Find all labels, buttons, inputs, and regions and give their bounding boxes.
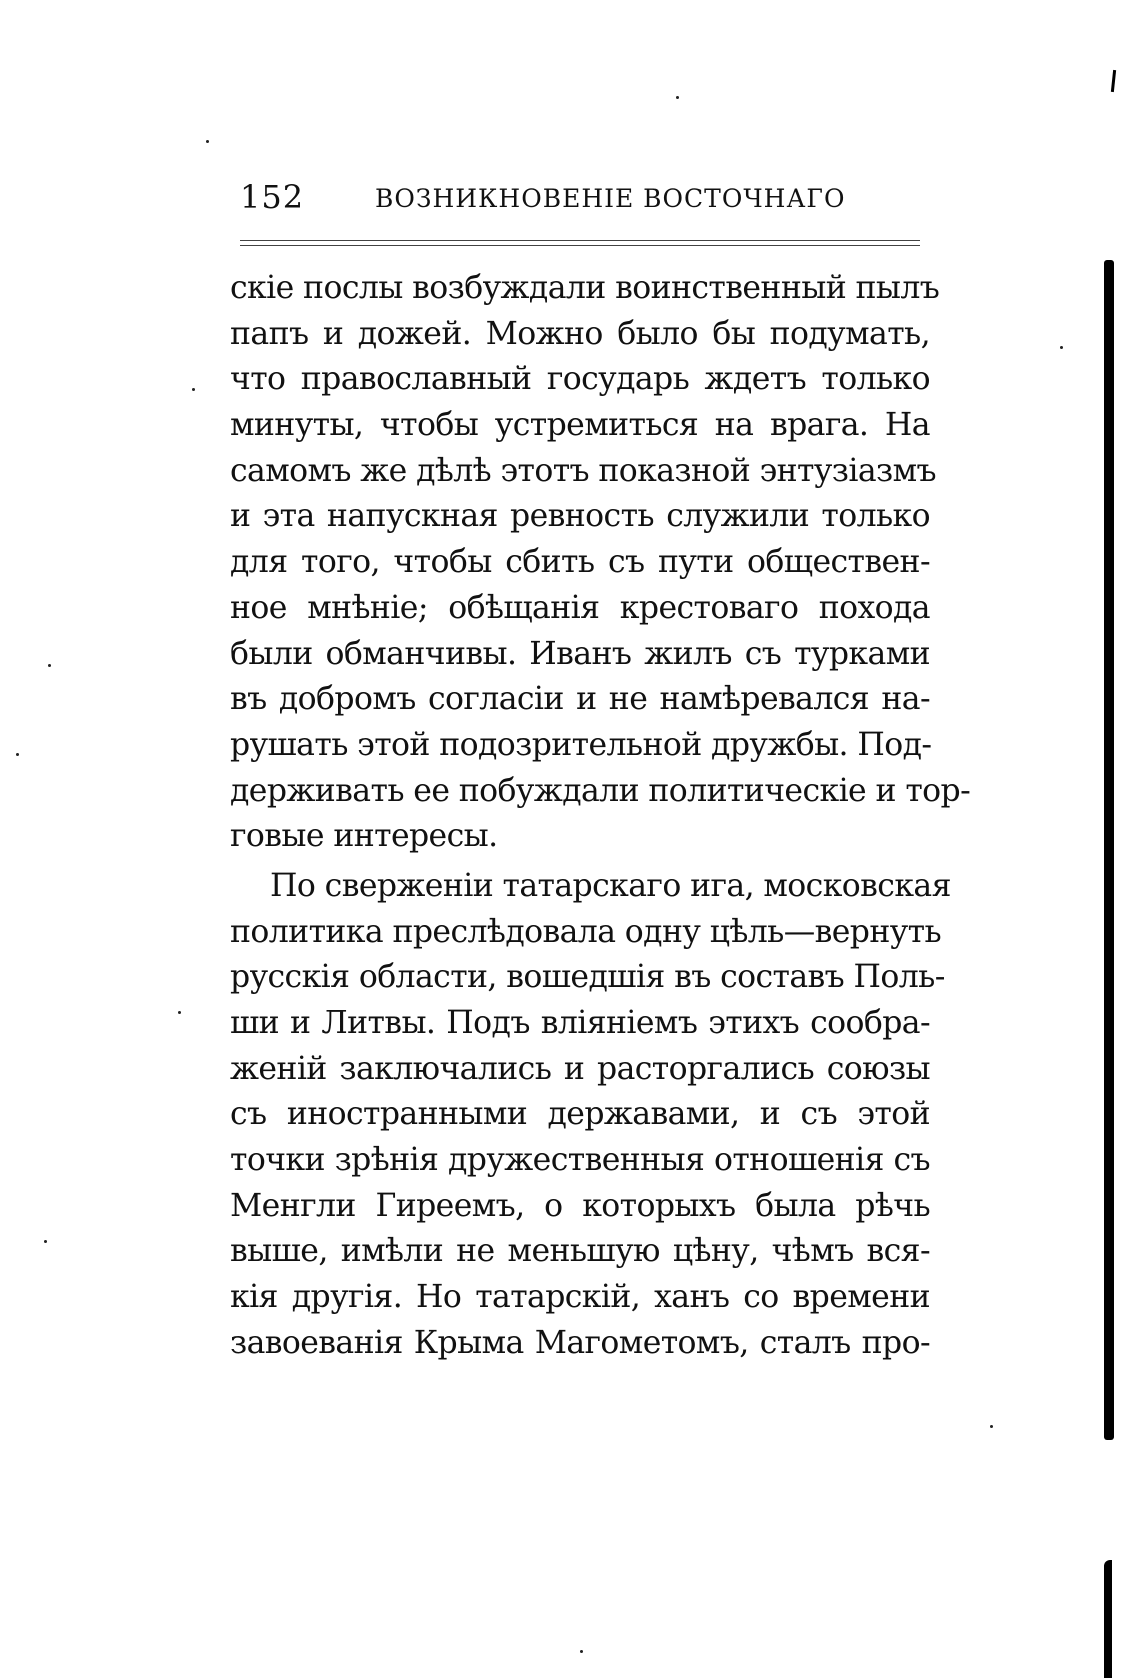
text-line: были обманчивы. Иванъ жилъ съ турками [230, 635, 930, 672]
text-line: минуты, чтобы устремиться на врага. На [230, 407, 930, 444]
scan-speck [1060, 346, 1063, 349]
text-line: завоеванія Крыма Магометомъ, сталъ про- [230, 1324, 930, 1361]
text-line: самомъ же дѣлѣ этотъ показной энтузіазмъ [230, 452, 936, 489]
scan-speck [206, 140, 209, 143]
scan-edge-shadow-bottom [1104, 1560, 1112, 1678]
text-line: говые интересы. [230, 818, 498, 855]
text-line: держивать ее побуждали политическіе и тор- [230, 772, 971, 809]
page-number: 152 [240, 178, 305, 216]
running-head: ВОЗНИКНОВЕНІЕ ВОСТОЧНАГО [375, 184, 846, 213]
text-line: скіе послы возбуждали воинственный пылъ [230, 270, 940, 306]
text-line: точки зрѣнія дружественныя отношенія съ [230, 1142, 930, 1179]
text-line: въ добромъ согласіи и не намѣревался на- [230, 681, 930, 718]
scan-speck [990, 1425, 993, 1428]
text-line: и эта напускная ревность служили только [230, 498, 930, 535]
scan-speck [192, 388, 195, 391]
text-line: русскія области, вошедшія въ составъ Поль- [230, 959, 945, 996]
scan-speck [48, 664, 51, 667]
scan-speck [178, 1011, 181, 1014]
scan-speck [676, 96, 679, 99]
text-line: что православный государь ждетъ только [230, 361, 930, 398]
text-line: кія другія. Но татарскій, ханъ со времени [230, 1279, 930, 1316]
body-text [230, 266, 971, 1367]
scan-speck [580, 1650, 583, 1653]
text-line: выше, имѣли не меньшую цѣну, чѣмъ вся- [230, 1233, 930, 1270]
scan-speck [16, 753, 19, 756]
text-line: рушать этой подозрительной дружбы. Под- [230, 726, 932, 763]
scan-speck [44, 1240, 47, 1243]
text-line: политика преслѣдовала одну цѣль—вернуть [230, 913, 942, 950]
text-line: папъ и дожей. Можно было бы подумать, [230, 315, 930, 352]
text-line: ши и Литвы. Подъ вліяніемъ этихъ сообра- [230, 1005, 930, 1041]
scan-edge-shadow [1104, 260, 1114, 1440]
text-line: съ иностранными державами, и съ этой [230, 1096, 930, 1133]
header-rule [240, 240, 920, 246]
text-line: женій заключались и расторгались союзы [230, 1050, 930, 1087]
scan-edge-mark [1111, 70, 1116, 92]
text-line: ное мнѣніе; обѣщанія крестоваго похода [230, 589, 930, 626]
paragraph-2 [230, 864, 951, 1367]
paragraph-1 [230, 266, 971, 860]
text-line: По сверженіи татарскаго ига, московская [270, 867, 951, 904]
text-line: для того, чтобы сбить съ пути обществен- [230, 544, 930, 581]
text-line: Менгли Гиреемъ, о которыхъ была рѣчь [230, 1187, 930, 1224]
page-header [240, 178, 930, 218]
